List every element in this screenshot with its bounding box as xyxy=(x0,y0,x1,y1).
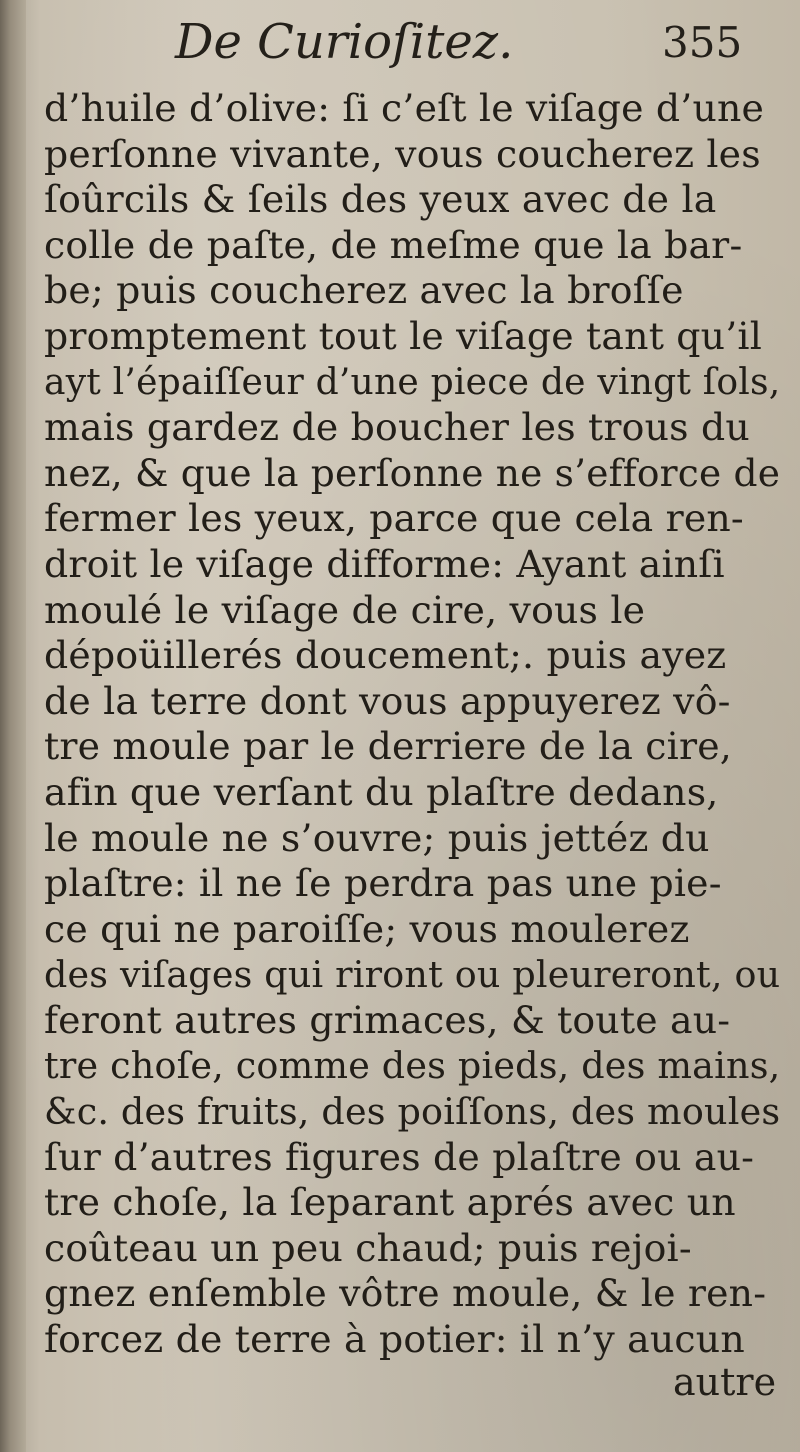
text-line: le moule ne s’ouvre; puis jettéz du xyxy=(44,815,710,860)
text-line: dépoüillerés doucement;. puis ayez xyxy=(44,633,727,678)
text-line: be; puis coucherez avec la broſſe xyxy=(44,268,684,313)
text-line: perſonne vivante, vous coucherez les xyxy=(44,131,761,176)
catchword: autre xyxy=(673,1360,777,1404)
body-text xyxy=(44,86,784,1363)
text-line: ſur d’autres figures de plaſtre ou au- xyxy=(44,1134,755,1179)
page-gutter xyxy=(0,0,26,1452)
text-line: nez, & que la perſonne ne s’efforce de xyxy=(44,450,781,495)
text-line: mais gardez de boucher les trous du xyxy=(44,405,750,450)
text-line: tre choſe, la ſeparant aprés avec un xyxy=(44,1180,736,1225)
text-line: gnez enſemble vôtre moule, & le ren- xyxy=(44,1271,767,1316)
text-line: coûteau un peu chaud; puis rejoi- xyxy=(44,1225,692,1270)
text-line: colle de paſte, de meſme que la bar- xyxy=(44,222,743,267)
page-number: 355 xyxy=(662,18,743,67)
page-header xyxy=(0,14,800,74)
text-line: &c. des fruits, des poiſſons, des moules xyxy=(44,1090,781,1134)
text-line: tre choſe, comme des pieds, des mains, xyxy=(44,1044,781,1088)
text-line: tre moule par le derriere de la cire, xyxy=(44,724,732,769)
text-line: feront autres grimaces, & toute au- xyxy=(44,997,731,1042)
text-line: promptement tout le viſage tant qu’il xyxy=(44,313,762,358)
text-line: de la terre dont vous appuyerez vô- xyxy=(44,678,731,723)
text-line: plaſtre: il ne ſe perdra pas une pie- xyxy=(44,861,722,906)
text-line: fermer les yeux, parce que cela ren- xyxy=(44,496,744,541)
text-line: ayt l’épaiſſeur d’une piece de vingt ſols, xyxy=(44,360,781,403)
text-line: forcez de terre à potier: il n’y aucun xyxy=(44,1317,745,1362)
text-line: afin que verſant du plaſtre dedans, xyxy=(44,769,719,814)
text-line: d’huile d’olive: ſi c’eſt le viſage d’une xyxy=(44,86,765,130)
text-line: ſoûrcils & ſeils des yeux avec de la xyxy=(44,177,717,222)
text-line: des viſages qui riront ou pleureront, ou xyxy=(44,953,781,997)
running-title: De Curioſitez. xyxy=(175,14,514,70)
text-line: ce qui ne paroiſſe; vous moulerez xyxy=(44,906,690,951)
text-line: droit le viſage difforme: Ayant ainſi xyxy=(44,541,725,586)
text-line: moulé le viſage de cire, vous le xyxy=(44,587,646,632)
